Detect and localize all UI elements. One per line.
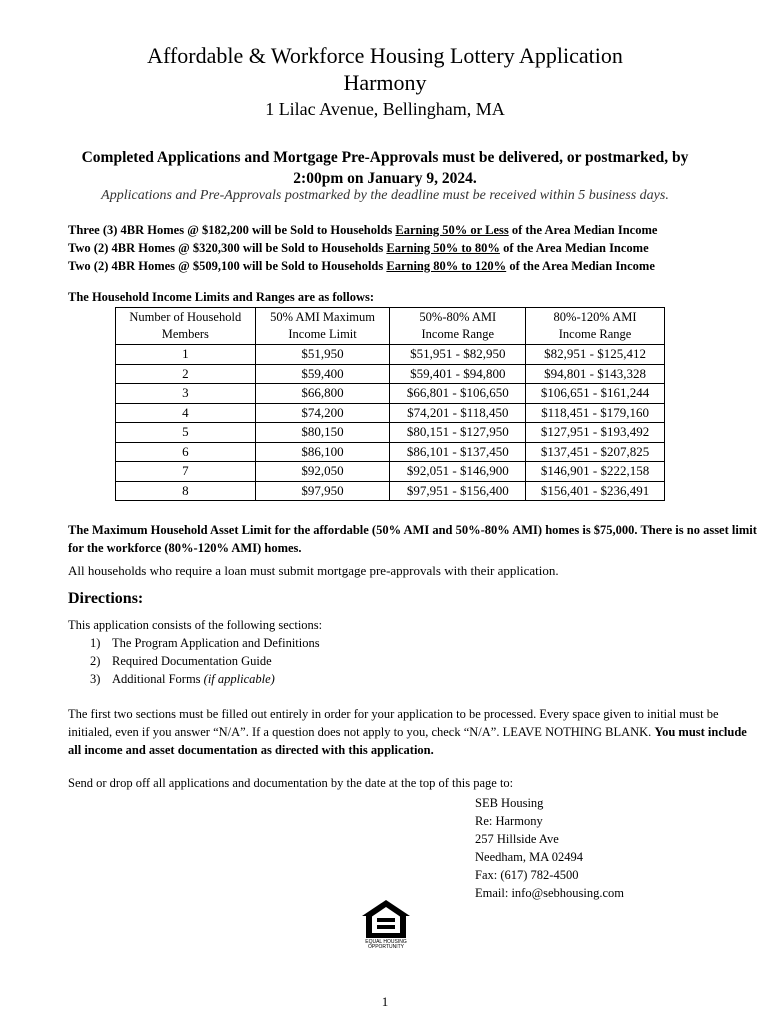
directions-intro: This application consists of the following sections:	[68, 618, 323, 632]
table-cell: 8	[116, 481, 256, 501]
loan-preapproval-note: All households who require a loan must submit mortgage pre-approvals with their application.	[68, 563, 559, 578]
header-80-120-ami-range: 80%-120% AMI Income Range	[526, 308, 665, 345]
project-name: Harmony	[343, 70, 427, 95]
submission-instructions: Send or drop off all applications and documentation by the date at the top of this page to:	[68, 776, 514, 790]
table-cell: $80,151 - $127,950	[390, 423, 526, 443]
table-cell: $80,150	[255, 423, 390, 443]
table-cell: 7	[116, 462, 256, 482]
contact-line: SEB Housing	[475, 796, 544, 810]
table-cell: $156,401 - $236,491	[526, 481, 665, 501]
homes-list	[68, 221, 657, 275]
table-cell: $106,651 - $161,244	[526, 384, 665, 404]
table-cell: $92,050	[255, 462, 390, 482]
table-cell: $146,901 - $222,158	[526, 462, 665, 482]
table-row	[116, 462, 665, 482]
table-cell: $94,801 - $143,328	[526, 364, 665, 384]
table-cell: $118,451 - $179,160	[526, 403, 665, 423]
table-cell: 2	[116, 364, 256, 384]
table-header-row	[116, 308, 665, 345]
home-line: Three (3) 4BR Homes @ $182,200 will be Sold to Households Earning 50% or Less of the Area Median Income	[68, 223, 658, 237]
table-cell: $66,800	[255, 384, 390, 404]
table-cell: 1	[116, 345, 256, 365]
table-cell: $97,950	[255, 481, 390, 501]
home-line: Two (2) 4BR Homes @ $320,300 will be Sold to Households Earning 50% to 80% of the Area Median Income	[68, 241, 649, 255]
document-title	[0, 42, 770, 96]
table-cell: 5	[116, 423, 256, 443]
title-line-1: Affordable & Workforce Housing Lottery Application	[147, 43, 623, 68]
contact-email: Email: info@sebhousing.com	[475, 886, 624, 900]
documentation-requirement: You must include all income and asset documentation as directed with this application.	[68, 725, 747, 757]
income-limits-table	[115, 307, 665, 501]
table-cell: 3	[116, 384, 256, 404]
table-cell: $97,951 - $156,400	[390, 481, 526, 501]
table-cell: $66,801 - $106,650	[390, 384, 526, 404]
table-cell: $127,951 - $193,492	[526, 423, 665, 443]
contact-line: Re: Harmony	[475, 814, 543, 828]
table-row	[116, 364, 665, 384]
list-item: 3) Additional Forms (if applicable)	[90, 672, 275, 686]
table-row	[116, 403, 665, 423]
list-item: 2) Required Documentation Guide	[90, 654, 272, 668]
table-cell: $86,101 - $137,450	[390, 442, 526, 462]
directions-heading: Directions:	[68, 590, 144, 607]
page-number: 1	[381, 994, 389, 1009]
table-cell: $51,950	[255, 345, 390, 365]
table-cell: 6	[116, 442, 256, 462]
table-cell: $137,451 - $207,825	[526, 442, 665, 462]
deadline-line-1: Completed Applications and Mortgage Pre-Approvals must be delivered, or postmarked, by	[81, 149, 689, 166]
table-cell: 4	[116, 403, 256, 423]
table-cell: $59,400	[255, 364, 390, 384]
table-cell: $92,051 - $146,900	[390, 462, 526, 482]
postmark-note: Applications and Pre-Approvals postmarked by the deadline must be received within 5 business days.	[101, 188, 669, 203]
asset-limit-notice: The Maximum Household Asset Limit for the affordable (50% AMI and 50%-80% AMI) homes is $75,000. There is no asset limit for the workforce (80%-120% AMI) homes.	[68, 523, 757, 555]
contact-line: Needham, MA 02494	[475, 850, 583, 864]
table-row	[116, 442, 665, 462]
contact-line: Fax: (617) 782-4500	[475, 868, 579, 882]
processing-text: The first two sections must be filled out entirely in order for your application to be processed. Every space given to initial must be initialed, even if you answer “N/A”. If a question does not apply to you, check “N/A”. LEAVE NOTHING BLANK.	[68, 707, 719, 739]
deadline-notice	[40, 147, 730, 189]
header-50-ami-limit: 50% AMI Maximum Income Limit	[255, 308, 390, 345]
table-cell: $86,100	[255, 442, 390, 462]
project-address: 1 Lilac Avenue, Bellingham, MA	[265, 99, 505, 119]
mailing-address-block	[475, 794, 624, 902]
header-50-80-ami-range: 50%-80% AMI Income Range	[390, 308, 526, 345]
table-row	[116, 384, 665, 404]
deadline-line-2: 2:00pm on January 9, 2024.	[293, 170, 477, 187]
sections-list	[90, 634, 320, 688]
list-item: 1) The Program Application and Definitions	[90, 636, 320, 650]
logo-caption: EQUAL HOUSING OPPORTUNITY	[365, 939, 407, 950]
processing-instructions	[68, 705, 758, 759]
table-cell: $74,201 - $118,450	[390, 403, 526, 423]
table-row	[116, 481, 665, 501]
contact-line: 257 Hillside Ave	[475, 832, 559, 846]
table-row	[116, 423, 665, 443]
income-limits-heading: The Household Income Limits and Ranges are as follows:	[68, 290, 375, 304]
table-row	[116, 345, 665, 365]
header-household-members: Number of Household Members	[116, 308, 256, 345]
table-cell: $59,401 - $94,800	[390, 364, 526, 384]
table-cell: $82,951 - $125,412	[526, 345, 665, 365]
home-line: Two (2) 4BR Homes @ $509,100 will be Sold to Households Earning 80% to 120% of the Area Median Income	[68, 259, 655, 273]
table-cell: $74,200	[255, 403, 390, 423]
table-cell: $51,951 - $82,950	[390, 345, 526, 365]
